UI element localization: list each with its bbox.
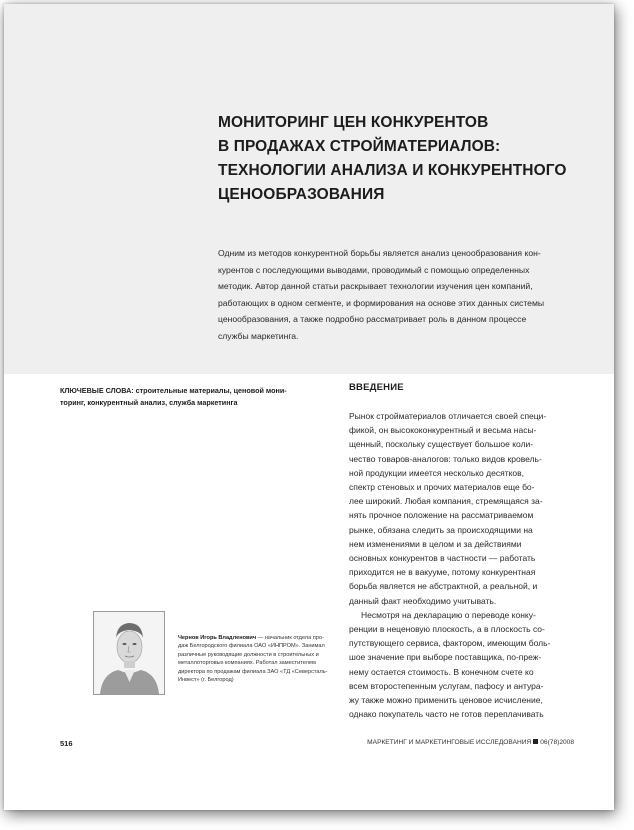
page-number: 516 (60, 739, 73, 748)
body-line: фикой, он высококонкурентный и весьма насы- (349, 425, 537, 436)
keywords-block (60, 385, 318, 408)
author-bio-line: Инвест» (г. Белгород) (178, 677, 234, 684)
body-line: путствующего сервиса, фактором, имеющим боль- (349, 638, 551, 649)
body-line: ной продукции имеется несколько десятков, (349, 467, 525, 478)
body-line: рынке, обязана следить за происходящими на (349, 524, 533, 535)
title-line: В ПРОДАЖАХ СТРОЙМАТЕРИАЛОВ: (218, 138, 501, 155)
lead-line: службы маркетинга. (218, 330, 299, 341)
body-line: данный факт необходимо учитывать. (349, 595, 497, 606)
author-bio-line: даж Белгородского филиала ОАО «ИНПРОМ». Занимал (178, 643, 325, 650)
footer-journal (367, 739, 574, 746)
title-line: ТЕХНОЛОГИИ АНАЛИЗА И КОНКУРЕНТНОГО (218, 162, 567, 179)
body-line: основных конкурентов в частности — работать (349, 553, 536, 564)
body-line: Несмотря на декларацию о переводе конку- (361, 609, 536, 620)
body-line: приходится не в вакууме, потому конкурентная (349, 567, 536, 578)
page-sheet (4, 4, 614, 810)
body-line: шое значение при выборе поставщика, по-преж- (349, 652, 542, 663)
lead-line: Одним из методов конкурентной борьбы является анализ ценообразования кон- (218, 248, 541, 258)
author-bio (178, 634, 328, 684)
body-line: нять прочное положение на рассматриваемом (349, 510, 534, 521)
title-line: МОНИТОРИНГ ЦЕН КОНКУРЕНТОВ (218, 114, 489, 131)
author-bio-first: — начальник отдела про- (256, 635, 324, 641)
body-line: нем изменениями в целом и за действиями (349, 538, 522, 549)
lead-line: методик. Автор данной статьи раскрывает технологии изучения цен компаний, (218, 281, 533, 292)
lead-line: курентов с последующими выводами, проводимый с помощью определенных (218, 264, 530, 275)
author-bio-line: металлоторговых компаниях. Работал заместителем (178, 660, 316, 667)
body-line: щенный, поскольку существует большое коли- (349, 439, 534, 450)
body-text (349, 409, 599, 721)
body-line: спектр стеновых и прочих материалов еще бо- (349, 482, 535, 493)
article-lead (218, 245, 590, 345)
body-line: лее широкий. Любая компания, стремящаяся за- (349, 496, 543, 507)
section-heading: ВВЕДЕНИЕ (349, 382, 404, 393)
author-bio-line (178, 634, 328, 642)
lead-line: ценообразования, а также подробно рассматривает роль в данном процессе (218, 314, 527, 325)
author-photo (93, 611, 165, 695)
body-line: борьба является не абстрактной, а реальной, и (349, 581, 538, 592)
article-title (218, 111, 598, 207)
journal-name: МАРКЕТИНГ И МАРКЕТИНГОВЫЕ ИССЛЕДОВАНИЯ (367, 739, 532, 746)
keywords-line: торинг, конкурентный анализ, служба маркетинга (60, 397, 238, 407)
body-line: ренции в неценовую плоскость, а в плоскость со- (349, 624, 545, 635)
keywords-line: КЛЮЧЕВЫЕ СЛОВА: строительные материалы, ценовой мони- (60, 386, 287, 395)
author-portrait-icon (94, 612, 164, 694)
square-bullet-icon (533, 739, 538, 744)
body-line: всем второстепенным услугам, пафосу и антура- (349, 680, 544, 691)
body-line: нему остается стоимость. В конечном счете ко (349, 666, 534, 677)
author-bio-line: различные руководящие должности в строительных и (178, 651, 319, 658)
body-line: однако покупатель часто не готов переплачивать (349, 709, 544, 720)
title-line: ЦЕНООБРАЗОВАНИЯ (218, 186, 385, 203)
author-name: Чернов Игорь Владленович (178, 635, 257, 641)
body-line: Рынок стройматериалов отличается своей специ- (349, 411, 547, 421)
journal-issue: 06(78)2008 (540, 739, 574, 746)
body-line: жу также можно применить ценовое исчисление, (349, 695, 543, 706)
body-line: чество товаров-аналогов: только видов кровель- (349, 453, 542, 464)
lead-line: работающих в одном сегменте, и формирования на основе этих данных системы (218, 297, 545, 308)
author-bio-line: директора по продажам филиала ЗАО «ТД «Северсталь- (178, 668, 328, 675)
